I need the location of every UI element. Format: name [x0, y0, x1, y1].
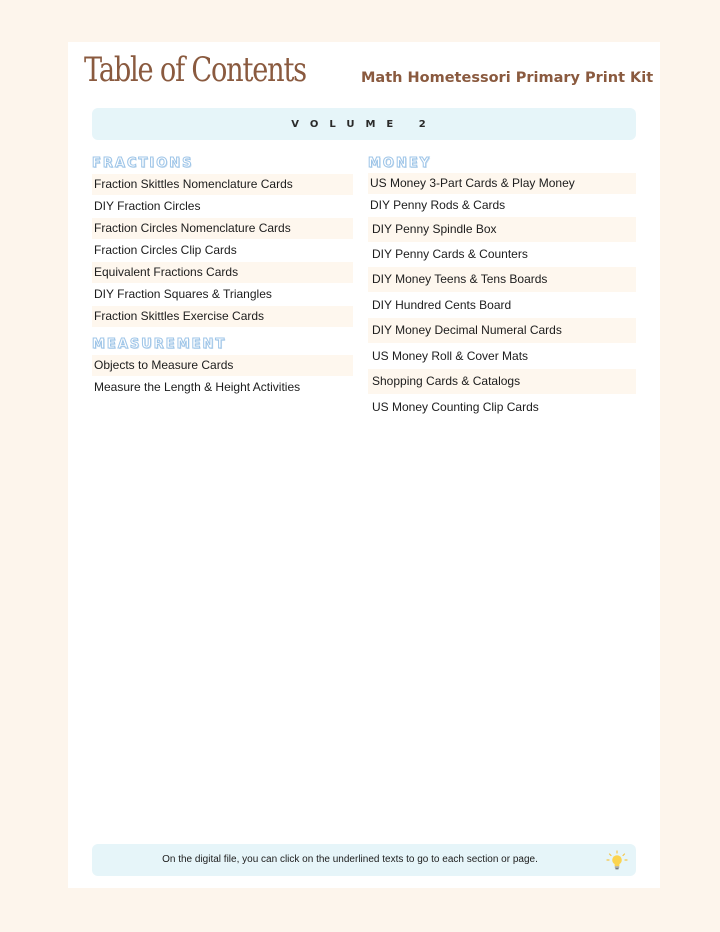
toc-item-fraction-circles-clip[interactable]: Fraction Circles Clip Cards: [94, 243, 237, 257]
toc-item-objects-to-measure[interactable]: Objects to Measure Cards: [92, 355, 353, 376]
toc-item-diy-penny-cards[interactable]: DIY Penny Cards & Counters: [372, 247, 528, 261]
toc-item-fraction-circles-nomenclature[interactable]: Fraction Circles Nomenclature Cards: [92, 218, 353, 239]
section-heading-fractions[interactable]: FRACTIONS: [92, 156, 194, 171]
section-heading-measurement[interactable]: MEASUREMENT: [92, 337, 227, 352]
toc-item-diy-hundred-cents[interactable]: DIY Hundred Cents Board: [372, 298, 512, 312]
toc-item-diy-money-teens-tens[interactable]: DIY Money Teens & Tens Boards: [368, 267, 636, 292]
footer-note: On the digital file, you can click on the underlined texts to go to each section or page.: [162, 854, 538, 865]
toc-item-fraction-skittles-nomenclature[interactable]: Fraction Skittles Nomenclature Cards: [92, 174, 353, 195]
toc-item-equivalent-fractions[interactable]: Equivalent Fractions Cards: [92, 262, 353, 283]
toc-item-us-money-3-part[interactable]: US Money 3-Part Cards & Play Money: [368, 173, 636, 194]
toc-item-diy-fraction-circles[interactable]: DIY Fraction Circles: [94, 199, 201, 213]
page-title: Table of Contents: [84, 50, 306, 90]
lightbulb-icon: [606, 850, 628, 872]
toc-item-measure-length-height[interactable]: Measure the Length & Height Activities: [94, 380, 301, 394]
toc-item-diy-penny-spindle-box[interactable]: DIY Penny Spindle Box: [368, 217, 636, 242]
toc-item-shopping-cards[interactable]: Shopping Cards & Catalogs: [368, 369, 636, 394]
kit-name: Math Hometessori Primary Print Kit: [361, 70, 654, 86]
toc-item-us-money-roll-cover[interactable]: US Money Roll & Cover Mats: [372, 349, 529, 363]
volume-banner: VOLUME 2: [92, 108, 636, 140]
toc-item-us-money-counting-clip[interactable]: US Money Counting Clip Cards: [372, 400, 539, 414]
toc-page: [68, 42, 660, 888]
footer-banner: [92, 844, 636, 876]
toc-item-fraction-skittles-exercise[interactable]: Fraction Skittles Exercise Cards: [92, 306, 353, 327]
toc-item-diy-money-decimal[interactable]: DIY Money Decimal Numeral Cards: [368, 318, 636, 343]
section-heading-money[interactable]: MONEY: [368, 156, 432, 171]
toc-item-diy-penny-rods[interactable]: DIY Penny Rods & Cards: [370, 198, 506, 212]
toc-item-diy-fraction-squares[interactable]: DIY Fraction Squares & Triangles: [94, 287, 272, 301]
